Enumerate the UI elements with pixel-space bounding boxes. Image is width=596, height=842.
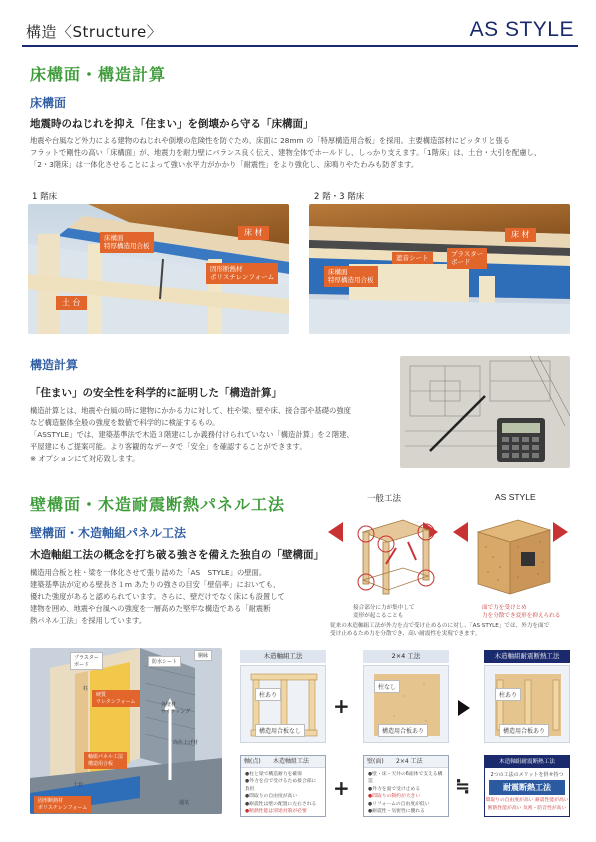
result-box-head: 木造軸組耐震断熱工法 [485, 756, 569, 768]
general-note [353, 604, 443, 620]
method-box-line: ●耐震性は壁の配置に左右される [245, 801, 317, 807]
general-method-label: 一般工法 [367, 494, 402, 504]
tag-text: 硬質 [96, 692, 107, 698]
body-floor-line: フラットで剛性の高い「床構面」が、地震力を耐力壁にバランス良く伝え、建物全体でホールドし、しっかり支えます。「1階床」は、土台・大引を配慮し、 [30, 148, 542, 158]
method-box-2x4 [363, 755, 449, 817]
method-box-body [364, 768, 448, 819]
method-card-2x4 [363, 665, 449, 743]
tag-text: 軸組パネル工法 [88, 754, 124, 760]
method-box-line: ●断熱性能は別途対策が必要 [245, 809, 307, 815]
header-rule [22, 45, 578, 47]
callout-text: 床構面 [104, 234, 124, 242]
result-box-intro: 2つの工法のメリットを併せ持つ [490, 772, 564, 778]
plus-icon: + [333, 694, 350, 718]
method-box-conventional [240, 755, 326, 817]
floor1-illustration [28, 204, 289, 334]
tag-text: 構造用合板 [88, 760, 114, 767]
method-tag: 柱あり [255, 688, 281, 701]
result-point: 耐震性能が高い [534, 798, 569, 803]
asstyle-method-label: AS STYLE [495, 492, 536, 502]
method-tag: 構造用合板あり [499, 724, 549, 737]
tag-text: ポリスチレンフォーム [38, 804, 88, 811]
method-box-line: ●外力を点で受けるため接合部に負担 [245, 779, 317, 792]
method-box-line: ●壁・床・天井の6面体で支える構造 [368, 772, 443, 785]
tag-sill: 土台 [73, 782, 84, 788]
note-line: 面で力を受けとめ [482, 605, 527, 611]
tag-pillar: 柱 [83, 686, 89, 692]
tag-insulation [34, 796, 91, 813]
callout-floor23-plaster [447, 248, 487, 269]
callout-floor23-flooring: 床 材 [505, 228, 536, 242]
body-floor-line: 「2・3階床」は一体化させることによって強い水平力がかかり「耐震性」をより強化し、床鳴りやたわみも防ぎます。 [30, 160, 419, 170]
callout-text: ポリスチレンフォーム [210, 273, 275, 282]
blueprint-svg [400, 356, 570, 468]
method-box-head [241, 756, 325, 768]
wall-cutaway-illustration [30, 648, 222, 814]
note-line: 変形が起こることも [353, 613, 404, 620]
arrow-right-icon [456, 700, 470, 716]
tag-furring: 胴縁 [194, 650, 212, 661]
section-title-floor: 床構面・構造計算 [30, 65, 167, 84]
note-line: 接合部分に力が集中して [353, 605, 415, 611]
subtitle-wall: 壁構面・木造軸組パネル工法 [30, 526, 187, 540]
blueprint-photo [400, 356, 570, 468]
body-wall-line: 建物を囲め、地震や台風への強度を一層高めた堅牢な構造である「耐震断 [30, 604, 271, 614]
tag-text: サイディング [161, 709, 191, 715]
method-tag: 構造用合板なし [255, 724, 305, 737]
body-wall-line: 構造用合板と柱・梁を一体化させて張り詰めた「AS STYLE」の壁面。 [30, 568, 267, 577]
tag-panel [84, 752, 127, 769]
body-wall-line: 優れた強度があると認められています。さらに、壁だけでなく床にも設置して [30, 592, 285, 602]
result-point: 気密・防音性が高い [522, 805, 567, 811]
callout-floor1-insulation [206, 263, 278, 284]
body-floor-line: 地震や台風など外力による建物のねじれや倒壊の危険性を防ぐため、床面に 28mm の「特厚構造用合板」を採用。主要構造部材にピッタリと張る [30, 136, 510, 145]
method-card-conventional [240, 665, 326, 743]
method-card-asstyle [484, 665, 570, 743]
callout-text: プラスター [451, 250, 484, 258]
page-header [0, 0, 596, 44]
approx-equal-icon: ≒ [455, 776, 471, 797]
method-box-asstyle [484, 755, 570, 817]
floor23-label: 2 階・3 階床 [314, 192, 365, 202]
compare-summary [330, 622, 574, 638]
tag-ventilation: 通気 [179, 800, 190, 806]
body-calc-line: 構造計算とは、地震や台風の時に建物にかかる力に対して、柱や梁、壁や床、接合部や基礎の強度 [30, 406, 351, 415]
tag-text: ウレタンフォーム [96, 698, 136, 705]
body-wall-line: 熱パネル工法」を採用しています。 [30, 616, 147, 626]
method-box-body [241, 768, 325, 819]
method-head-2x4: 2×4 工法 [363, 650, 449, 663]
method-box-line: ●柱と梁で構造耐力を確保 [245, 772, 302, 777]
callout-text: 特厚構造用合板 [104, 242, 150, 251]
method-tag: 構造用合板あり [378, 724, 428, 737]
result-point: 断熱性能が高い [487, 805, 522, 811]
lead-floor: 地震時のねじれを抑え「住まい」を倒壊から守る「床構面」 [30, 118, 314, 130]
compare-diagram [328, 502, 572, 602]
method-box-line: ●リフォームの自由度が低い [368, 801, 430, 807]
tag-text: ボード [74, 662, 90, 668]
tag-airtight: 高仕上げ材 [173, 740, 199, 746]
tag-waterproof: 防水シート [148, 656, 181, 667]
floor1-label: 1 階床 [32, 192, 58, 202]
method-box-type: 壁(面) [367, 758, 384, 765]
subtitle-floor: 床構面 [30, 96, 67, 110]
tag-text: 固形断熱材 [38, 798, 64, 804]
floor23-illustration [309, 204, 570, 334]
method-tag: 柱あり [495, 688, 521, 701]
subtitle-calc: 構造計算 [30, 358, 79, 372]
method-head-conventional: 木造軸組工法 [240, 650, 326, 663]
callout-floor23-sound: 遮音シート [392, 252, 433, 264]
callout-text: 特厚構造用合板 [328, 276, 374, 285]
tag-text: 外壁材 [161, 702, 177, 708]
method-box-name: 木造軸組工法 [273, 758, 310, 765]
callout-floor1-sill: 土 台 [56, 296, 87, 310]
body-calc-line: 「ASSTYLE」では、建築基準法で木造３階建にしか義務付けられていない「構造計算」を２階建、 [30, 430, 354, 440]
method-box-name: 2×4 工法 [396, 758, 423, 765]
method-box-line: ●耐震性・気密性に優れる [368, 809, 425, 815]
callout-text: 固形断熱材 [210, 265, 243, 273]
tag-plaster [70, 652, 103, 670]
callout-text: 床構面 [328, 268, 348, 276]
method-head-asstyle: 木造軸組耐震断熱工法 [484, 650, 570, 663]
note-line: 力を分散でき変形を抑えられる [482, 613, 561, 620]
tag-siding [158, 700, 193, 716]
lead-calc: 「住まい」の安全性を科学的に証明した「構造計算」 [30, 387, 282, 399]
body-wall [30, 567, 320, 627]
callout-floor23-plywood [324, 266, 378, 287]
method-box-line: ●間取りの制約が大きい [368, 794, 421, 800]
method-box-line: ●外力を面で受け止める [368, 786, 421, 792]
section-title-wall: 壁構面・木造耐震断熱パネル工法 [30, 495, 286, 514]
result-box-title: 耐震断熱工法 [489, 780, 565, 795]
body-calc-line: など構造躯体全般の強度を数値で科学的に検証するもの。 [30, 418, 220, 428]
body-calc-line: ※ オプションにて対応致します。 [30, 454, 140, 464]
lead-wall: 木造軸組工法の概念を打ち破る強さを備えた独自の「壁構面」 [30, 549, 324, 561]
asstyle-note [482, 604, 572, 620]
plus-icon: + [333, 776, 350, 800]
callout-text: ボード [451, 258, 471, 267]
result-box-points [485, 797, 569, 812]
summary-line: 受け止めるため力を分散でき、高い耐震性を実現できます。 [330, 631, 481, 638]
body-wall-line: 建築基準法が定める壁長さ１m あたりの強さの目安「壁倍率」においても、 [30, 580, 281, 590]
result-point: 間取りの自由度が高い [485, 798, 534, 803]
body-calc-line: 平屋建にもご提案可能。より客観的なデータで「安全」を確認することができます。 [30, 442, 307, 452]
body-floor [30, 135, 575, 171]
wall-cutaway-svg [30, 648, 222, 814]
brand-logo: AS STYLE [469, 18, 574, 41]
tag-text: プラスター [74, 655, 99, 661]
method-box-line: ●間取りの自由度が高い [245, 794, 298, 800]
tag-rigid-foam [92, 690, 140, 707]
method-tag: 柱なし [374, 680, 400, 693]
callout-floor1-flooring: 床 材 [238, 226, 269, 240]
method-box-type: 軸(点) [244, 758, 261, 765]
method-box-head [364, 756, 448, 768]
summary-line: 従来の木造軸組工法が外力を点で受け止めるのに対し、「AS STYLE」では、外力を面で [330, 623, 550, 629]
body-calc [30, 405, 390, 465]
page-title: 構造〈Structure〉 [26, 23, 163, 41]
callout-floor1-plywood [100, 232, 154, 253]
